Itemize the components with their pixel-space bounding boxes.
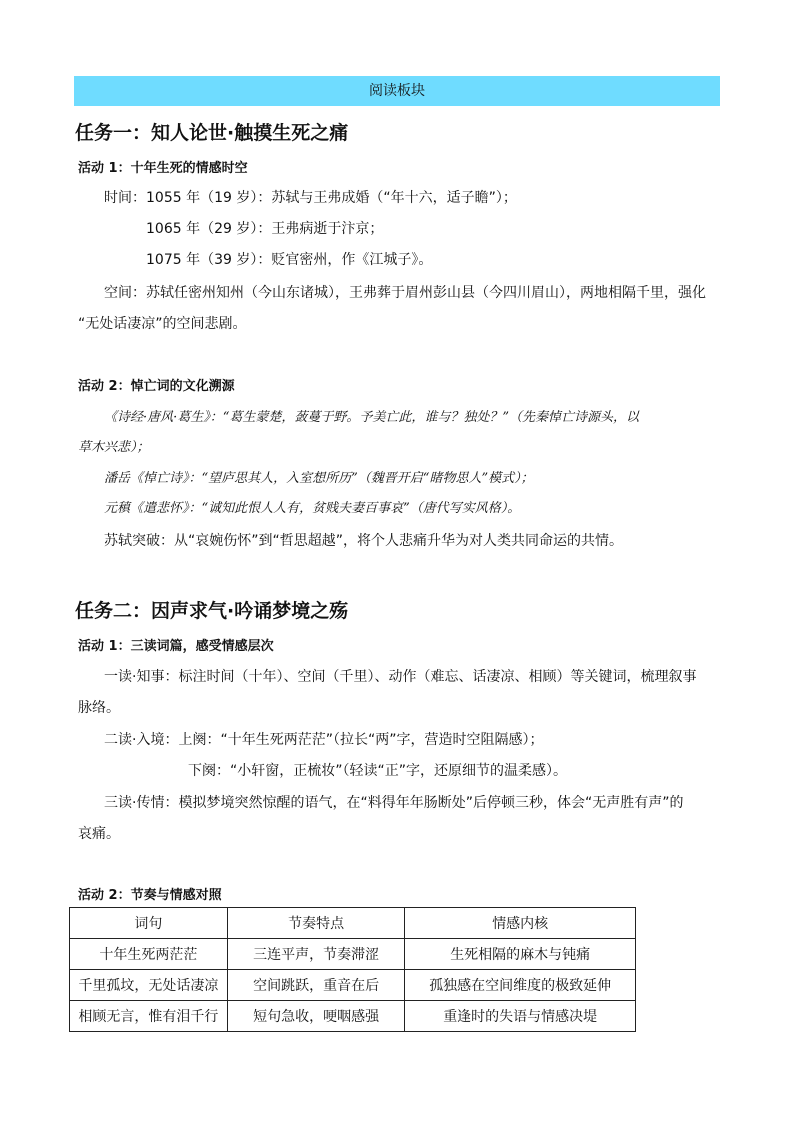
- table-row: [70, 970, 636, 1001]
- task2-activity2-title: 活动 2：节奏与情感对照: [78, 888, 222, 903]
- task2-title: 任务二：因声求气·吟诵梦境之殇: [75, 600, 349, 622]
- reading1-line1: 一读·知事：标注时间（十年）、空间（千里）、动作（难忘、话凄凉、相顾）等关键词，梳理叙事: [104, 669, 697, 685]
- table-cell: 空间跳跃，重音在后: [227, 970, 405, 1001]
- table-cell: 重逢时的失语与情感决堤: [405, 1001, 636, 1032]
- table-row: [70, 939, 636, 970]
- task1-activity1-title: 活动 1：十年生死的情感时空: [78, 161, 248, 176]
- space-paragraph-line1: 空间：苏轼任密州知州（今山东诸城），王弗葬于眉州彭山县（今四川眉山），两地相隔千里，强化: [104, 285, 706, 301]
- table-header: 节奏特点: [227, 908, 405, 939]
- reading3-line2: 哀痛。: [78, 826, 120, 842]
- table-cell: 千里孤坟，无处话凄凉: [70, 970, 228, 1001]
- quote-gesheng-line2: 草木兴悲）；: [78, 440, 150, 455]
- timeline-1075: 1075 年（39 岁）：贬官密州，作《江城子》。: [146, 252, 433, 268]
- table-header: 词句: [70, 908, 228, 939]
- table-cell: 短句急收，哽咽感强: [227, 1001, 405, 1032]
- timeline-1055: 时间：1055 年（19 岁）：苏轼与王弗成婚（“年十六，适子瞻”）；: [104, 190, 517, 206]
- space-paragraph-line2: “无处话凄凉”的空间悲剧。: [78, 316, 247, 332]
- reading3-line1: 三读·传情：模拟梦境突然惊醒的语气，在“料得年年肠断处”后停顿三秒，体会“无声胜有声”的: [104, 795, 684, 811]
- reading1-line2: 脉络。: [78, 700, 120, 716]
- quote-panyue: 潘岳《悼亡诗》：“望庐思其人，入室想所历”（魏晋开启“睹物思人”模式）；: [104, 471, 534, 486]
- quote-gesheng-line1: 《诗经·唐风·葛生》：“葛生蒙楚，蔹蔓于野。予美亡此，谁与？独处？”（先秦悼亡诗源头，以: [104, 410, 640, 425]
- task1-title: 任务一：知人论世·触摸生死之痛: [75, 122, 349, 144]
- table-cell: 十年生死两茫茫: [70, 939, 228, 970]
- reading2-lower: 下阕：“小轩窗，正梳妆”（轻读“正”字，还原细节的温柔感）。: [188, 763, 568, 779]
- quote-yuanzhen: 元稹《遣悲怀》：“诚知此恨人人有，贫贱夫妻百事哀”（唐代写实风格）。: [104, 501, 521, 516]
- table-cell: 生死相隔的麻木与钝痛: [405, 939, 636, 970]
- reading2-upper: 二读·入境：上阕：“十年生死两茫茫”（拉长“两”字，营造时空阻隔感）；: [104, 732, 544, 748]
- section-banner: 阅读板块: [74, 76, 720, 106]
- table-cell: 三连平声，节奏滞涩: [227, 939, 405, 970]
- timeline-1065: 1065 年（29 岁）：王弗病逝于汴京；: [146, 221, 384, 237]
- table-header-row: [70, 908, 636, 939]
- table-cell: 相顾无言，惟有泪千行: [70, 1001, 228, 1032]
- table-cell: 孤独感在空间维度的极致延伸: [405, 970, 636, 1001]
- task2-activity1-title: 活动 1：三读词篇，感受情感层次: [78, 639, 274, 654]
- sushi-breakthrough: 苏轼突破：从“哀婉伤怀”到“哲思超越”，将个人悲痛升华为对人类共同命运的共情。: [104, 533, 624, 549]
- table-row: [70, 1001, 636, 1032]
- table-header: 情感内核: [405, 908, 636, 939]
- task1-activity2-title: 活动 2：悼亡词的文化溯源: [78, 379, 235, 394]
- rhythm-emotion-table: [69, 907, 636, 1032]
